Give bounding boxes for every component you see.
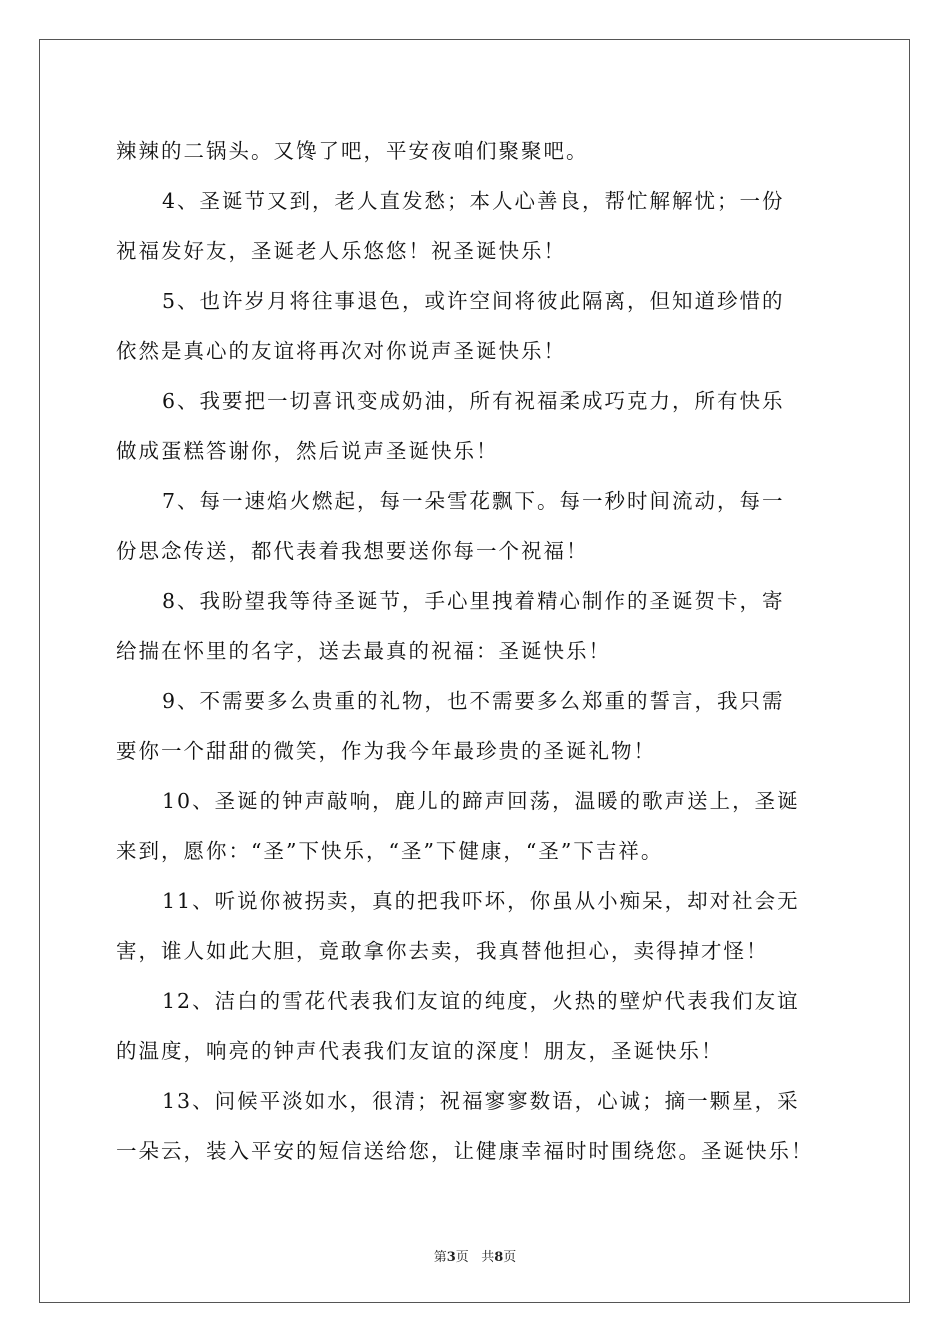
text-line: 祝福发好友，圣诞老人乐悠悠！祝圣诞快乐！ [116, 239, 566, 263]
text-line: 来到，愿你：“圣”下快乐，“圣”下健康，“圣”下吉祥。 [116, 839, 664, 863]
text-line: 要你一个甜甜的微笑，作为我今年最珍贵的圣诞礼物！ [116, 739, 656, 763]
page-suffix: 页 [455, 1250, 469, 1265]
total-pages: 8 [494, 1250, 504, 1265]
text-line: 11、听说你被拐卖，真的把我吓坏，你虽从小痴呆，却对社会无 [162, 889, 800, 913]
page-footer [0, 1246, 950, 1265]
text-line: 一朵云，装入平安的短信送给您，让健康幸福时时围绕您。圣诞快乐！ [116, 1139, 814, 1163]
text-line: 份思念传送，都代表着我想要送你每一个祝福！ [116, 539, 589, 563]
text-line: 9、不需要多么贵重的礼物，也不需要多么郑重的誓言，我只需 [162, 689, 785, 713]
text-line: 辣辣的二锅头。又馋了吧，平安夜咱们聚聚吧。 [116, 139, 589, 163]
text-line: 的温度，响亮的钟声代表我们友谊的深度！朋友，圣诞快乐！ [116, 1039, 724, 1063]
text-line: 5、也许岁月将往事退色，或许空间将彼此隔离，但知道珍惜的 [162, 289, 785, 313]
text-line: 7、每一速焰火燃起，每一朵雪花飘下。每一秒时间流动，每一 [162, 489, 785, 513]
text-line: 13、问候平淡如水，很清；祝福寥寥数语，心诚；摘一颗星，采 [162, 1089, 800, 1113]
text-line: 给揣在怀里的名字，送去最真的祝福：圣诞快乐！ [116, 639, 611, 663]
text-line: 12、洁白的雪花代表我们友谊的纯度，火热的壁炉代表我们友谊 [162, 989, 800, 1013]
page-prefix: 第 [433, 1250, 447, 1265]
text-line: 害，谁人如此大胆，竟敢拿你去卖，我真替他担心，卖得掉才怪！ [116, 939, 769, 963]
text-line: 6、我要把一切喜讯变成奶油，所有祝福柔成巧克力，所有快乐 [162, 389, 785, 413]
document-body [116, 126, 836, 1176]
text-line: 4、圣诞节又到，老人直发愁；本人心善良，帮忙解解忧；一份 [162, 189, 785, 213]
total-suffix: 页 [503, 1250, 517, 1265]
page-number: 3 [446, 1250, 456, 1265]
text-line: 做成蛋糕答谢你，然后说声圣诞快乐！ [116, 439, 499, 463]
text-line: 依然是真心的友谊将再次对你说声圣诞快乐！ [116, 339, 566, 363]
text-line: 10、圣诞的钟声敲响，鹿儿的蹄声回荡，温暖的歌声送上，圣诞 [162, 789, 800, 813]
text-line: 8、我盼望我等待圣诞节，手心里拽着精心制作的圣诞贺卡，寄 [162, 589, 785, 613]
total-prefix: 共 [481, 1250, 495, 1265]
